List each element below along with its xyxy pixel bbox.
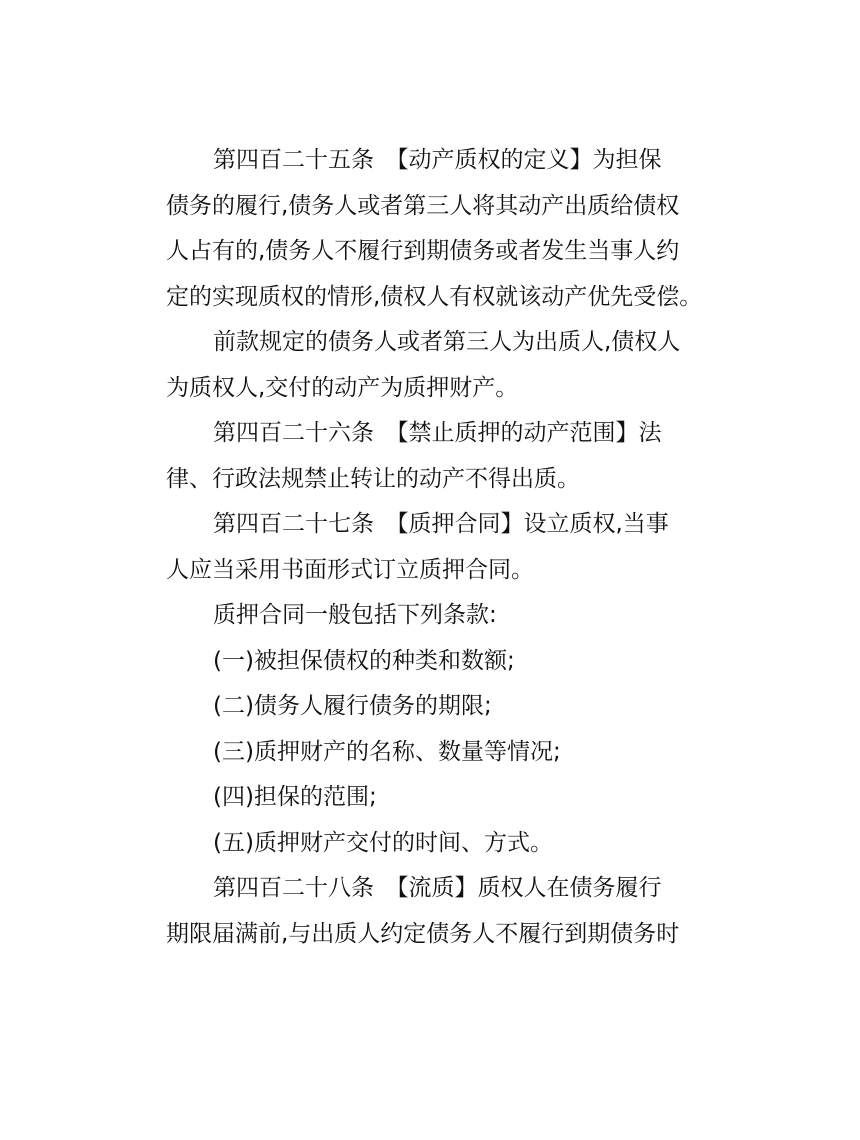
- text-line: (二)债务人履行债务的期限;: [213, 693, 492, 719]
- text-line: 第四百二十七条 【质押合同】设立质权,当事: [213, 511, 669, 537]
- document-body: [166, 138, 726, 957]
- text-line: 第四百二十六条 【禁止质押的动产范围】法: [213, 420, 662, 446]
- text-line: 定的实现质权的情形,债权人有权就该动产优先受偿。: [166, 283, 703, 310]
- text-line: (四)担保的范围;: [213, 784, 377, 810]
- text-line: 第四百二十五条 【动产质权的定义】为担保: [213, 147, 662, 173]
- text-line: 质押合同一般包括下列条款:: [213, 602, 497, 628]
- text-line: (一)被担保债权的种类和数额;: [213, 647, 515, 674]
- text-line: 律、行政法规禁止转让的动产不得出质。: [166, 465, 580, 492]
- text-line: (三)质押财产的名称、数量等情况;: [213, 738, 561, 765]
- text-line: 前款规定的债务人或者第三人为出质人,债权人: [213, 329, 681, 355]
- text-line: 为质权人,交付的动产为质押财产。: [166, 374, 519, 401]
- text-line: (五)质押财产交付的时间、方式。: [213, 829, 553, 856]
- text-line: 人应当采用书面形式订立质押合同。: [166, 556, 534, 583]
- text-line: 人占有的,债务人不履行到期债务或者发生当事人约: [166, 238, 680, 264]
- text-line: 债务的履行,债务人或者第三人将其动产出质给债权: [166, 192, 680, 219]
- text-line: 期限届满前,与出质人约定债务人不履行到期债务时: [166, 920, 680, 947]
- text-line: 第四百二十八条 【流质】质权人在债务履行: [213, 875, 662, 901]
